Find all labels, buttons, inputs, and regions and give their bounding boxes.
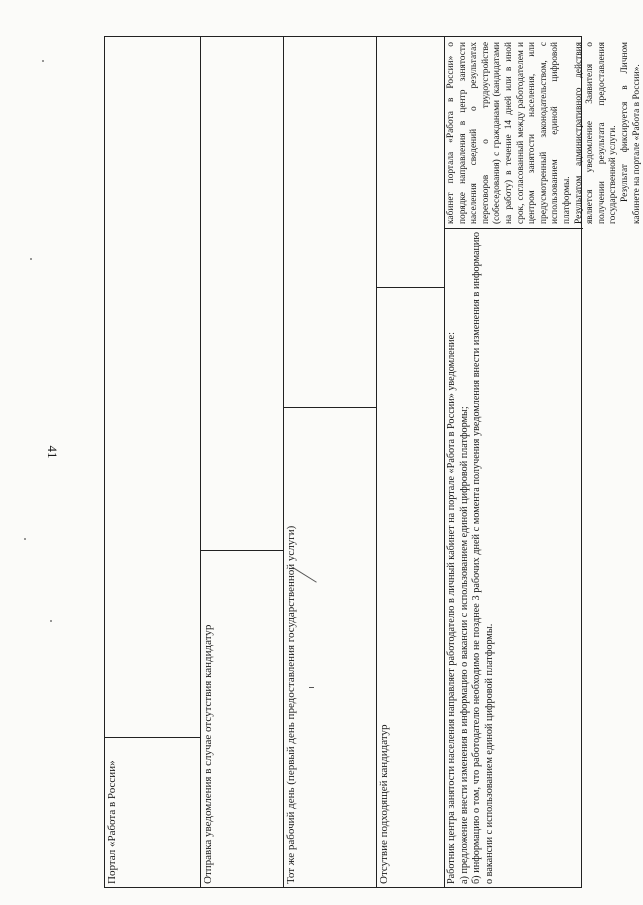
cell-paragraph: кабинет портала «Работа в России» о порядке направления в центр занятости населения сведений о результатах переговоров о трудоустройстве (собеседования) с гражданами (кандидатами на работу) в течение 14 дней или в иной срок, согласованный между работодателем и центром занятости населения, или предусмотренный законодательством, с использованием единой цифровой платформы.: [446, 39, 572, 224]
cell-result-continuation: [445, 39, 642, 227]
scan-speck: [50, 620, 52, 622]
scan-speck: [24, 538, 26, 540]
table-column-deadline: [283, 37, 376, 887]
row-divider: [284, 407, 376, 408]
cell-paragraph: Результатом административного действия является уведомление Заявителя о получении результата предоставления государственной услуги.: [573, 39, 619, 224]
table-column-result: [444, 37, 642, 887]
document-table: [104, 36, 642, 888]
row-divider: [105, 737, 200, 738]
cell-paragraph: Результат фиксируется в Личном кабинете на портале «Работа в России».: [619, 39, 642, 224]
cell-text: Тот же рабочий день (первый день предоставления государственной услуги): [285, 525, 297, 884]
cell-result-notification: [445, 229, 583, 887]
cell-action-description: [201, 552, 283, 887]
cell-criterion: [377, 289, 444, 887]
cell-paragraph: а) предложение внести изменения в информацию о вакансии с использованием единой цифровой платформы;: [458, 406, 470, 884]
table-column-criterion: [376, 37, 444, 887]
cell-paragraph: Работник центра занятости населения направляет работодателю в личный кабинет на портале «Работа в России» уведомление:: [446, 332, 457, 884]
scan-speck: [42, 60, 44, 62]
cell-text: Портал «Работа в России»: [106, 760, 118, 884]
cell-text: Отсутвие подходящей кандидатур: [378, 724, 390, 884]
cell-portal-name: [105, 739, 199, 887]
cell-deadline: [284, 409, 376, 887]
page-number: 41: [45, 445, 60, 459]
scan-speck: [30, 258, 32, 260]
cell-paragraph: б) информацию о том, что работодателю необходимо не позднее 3 рабочих дней с момента получения уведомления внести изменения в информацию о вакансии с использованием единой цифровой платформы.: [471, 229, 495, 884]
row-divider: [377, 287, 444, 288]
table-column-portal: [105, 37, 200, 887]
cell-text: Отправка уведомления в случае отсутствия кандидатур: [202, 624, 214, 884]
table-column-action: [200, 37, 283, 887]
row-divider: [201, 550, 283, 551]
